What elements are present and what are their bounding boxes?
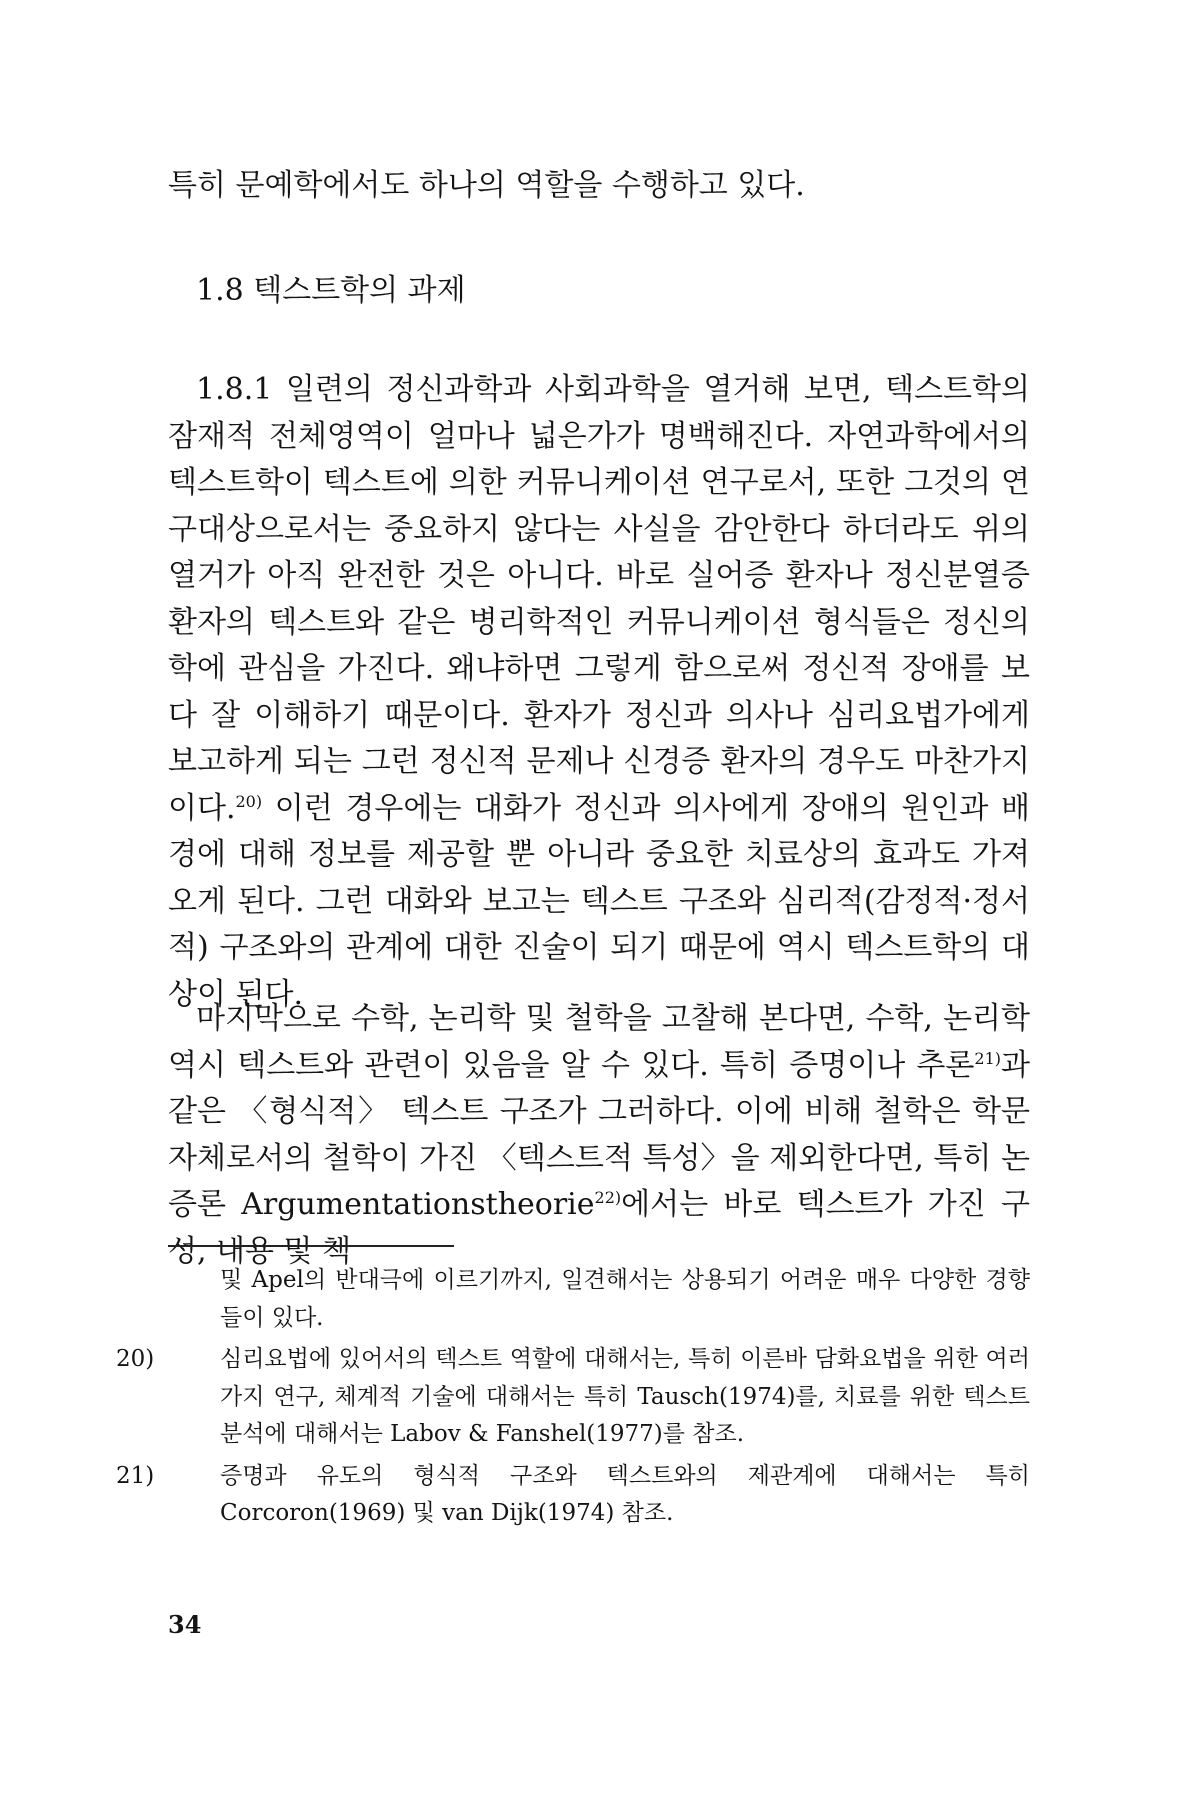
paragraph-2-text-a: 마지막으로 수학, 논리학 및 철학을 고찰해 본다면, 수학, 논리학 역시 텍스트와 관련이 있음을 알 수 있다. 특히 증명이나 추론 [168, 1001, 1030, 1083]
paragraph-1-text-a: 1.8.1 일련의 정신과학과 사회과학을 열거해 보면, 텍스트학의 잠재적 전체영역이 얼마나 넓은가가 명백해진다. 자연과학에서의 텍스트학이 텍스트에 의한 커뮤니케이션 연구로서, 또한 그것의 연구대상으로서는 중요하지 않다는 사실을 감안한다 하더라도 위의 열거가 아직 완전한 것은 아니다. 바로 실어증 환자나 정신분열증 환자의 텍스트와 같은 병리학적인 커뮤니케이션 형식들은 정신의학에 관심을 가진다. 왜냐하면 그렇게 함으로써 정신적 장애를 보다 잘 이해하기 때문이다. 환자가 정신과 의사나 심리요법가에게 보고하게 되는 그런 정신적 문제나 신경증 환자의 경우도 마찬가지이다. [168, 372, 1030, 826]
footnotes [116, 1262, 1030, 1537]
footnote-text: 심리요법에 있어서의 텍스트 역할에 대해서는, 특히 이른바 담화요법을 위한 여러 가지 연구, 체계적 기술에 대해서는 특히 Tausch(1974)를, 치료를 위한 텍스트 분석에 대해서는 Labov & Fanshel(1977)를 참조. [220, 1346, 1030, 1447]
footnote-ref-21: 21) [974, 1048, 1002, 1068]
footnote-divider [168, 1245, 454, 1247]
footnote-ref-20: 20) [235, 791, 263, 811]
footnote-number: 21) [116, 1462, 155, 1489]
paragraph-2-text-c: 에서는 바로 텍스트가 가진 구성, 내용 및 책 [168, 1187, 1030, 1269]
footnote-ref-22: 22) [594, 1188, 622, 1207]
footnote-number: 20) [116, 1346, 155, 1372]
footnote-20 [116, 1341, 1030, 1454]
continuation-line: 특히 문예학에서도 하나의 역할을 수행하고 있다. [168, 168, 805, 203]
footnote-21 [116, 1458, 1030, 1533]
paragraph-1-8-1 [168, 367, 1030, 1018]
footnote-continuation: 및 Apel의 반대극에 이르기까지, 일견해서는 상용되기 어려운 매우 다양한 경향들이 있다. [220, 1267, 1030, 1331]
paragraph-2 [168, 996, 1030, 1275]
page-number: 34 [168, 1610, 202, 1639]
footnote-text: 증명과 유도의 형식적 구조와 텍스트와의 제관계에 대해서는 특히 Corcoron(1969) 및 van Dijk(1974) 참조. [220, 1462, 1030, 1526]
paragraph-2-text-b: 과 같은 〈형식적〉 텍스트 구조가 그러하다. 이에 비해 철학은 학문 자체로서의 철학이 가진 〈텍스트적 특성〉을 제외한다면, 특히 논증론 Argumentationstheorie [168, 1047, 1030, 1222]
section-heading: 1.8 텍스트학의 과제 [196, 273, 466, 308]
paragraph-1-text-b: 이런 경우에는 대화가 정신과 의사에게 장애의 원인과 배경에 대해 정보를 제공할 뿐 아니라 중요한 치료상의 효과도 가져오게 된다. 그런 대화와 보고는 텍스트 구조와 심리적(감정적·정서적) 구조와의 관계에 대한 진술이 되기 때문에 역시 텍스트학의 대상이 된다. [168, 790, 1030, 1012]
